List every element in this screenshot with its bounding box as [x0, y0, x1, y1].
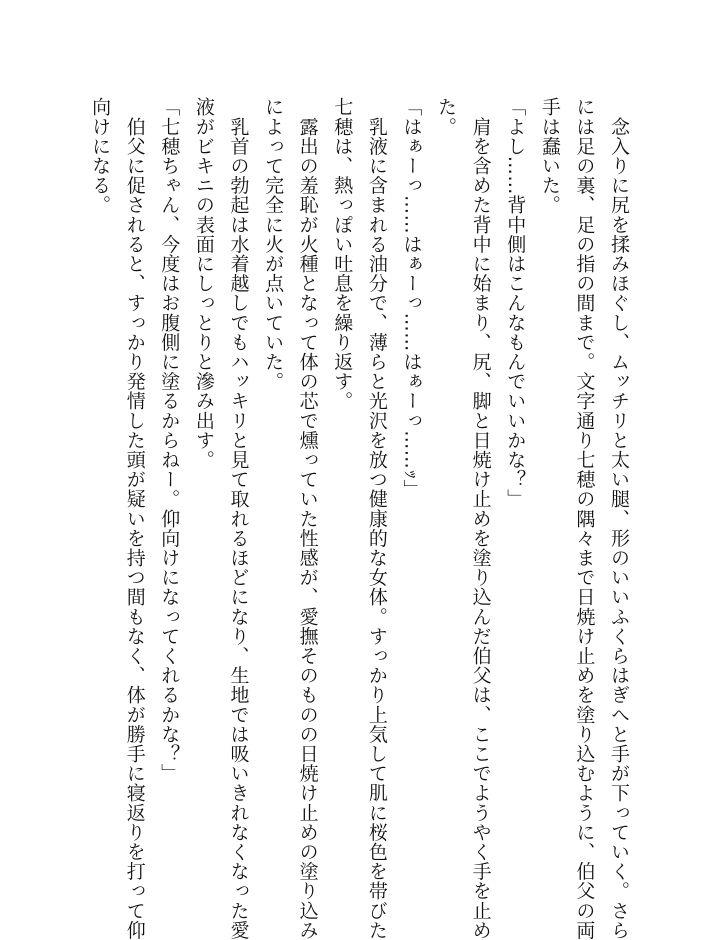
text-line: 念入りに尻を揉みほぐし、ムッチリと太い腿、形のいいふくらはぎへと手が下っていく。さら: [608, 97, 630, 940]
text-line: によって完全に火が点いていた。: [262, 97, 285, 391]
text-line: 乳首の勃起は水着越しでもハッキリと見て取れるほどになり、生地では吸いきれなくなった愛: [227, 97, 250, 940]
text-line: た。: [435, 97, 458, 137]
text-line: 手は蠢いた。: [538, 97, 561, 215]
text-line: 乳液に含まれる油分で、薄らと光沢を放つ健康的な女体。すっかり上気して肌に桜色を帯びた: [365, 97, 388, 940]
text-line: 「はぁーっ……はぁーっ……はぁーっ……ｯ」: [400, 97, 423, 500]
text-line: 伯父に促されると、すっかり発情した頭が疑いを持つ間もなく、体が勝手に寝返りを打って仰: [123, 97, 146, 940]
text-line: 「よし……背中側はこんなもんでいいかな？」: [504, 97, 527, 509]
text-line: 露出の羞恥が火種となって体の芯で燻っていた性感が、愛撫そのものの日焼け止めの塗り込み: [296, 97, 319, 940]
text-line: 七穂は、熱っぽい吐息を繰り返す。: [331, 97, 354, 411]
text-line: 「七穂ちゃん、今度はお腹側に塗るからねー。仰向けになってくれるかな？」: [158, 97, 181, 783]
text-line: 液がビキニの表面にしっとりと滲み出す。: [192, 97, 215, 470]
text-line: 肩を含めた背中に始まり、尻、脚と日焼け止めを塗り込んだ伯父は、ここでようやく手を止め: [469, 97, 492, 940]
vertical-text-body: [83, 97, 637, 940]
text-line: 向けになる。: [89, 97, 112, 215]
text-line: には足の裏、足の指の間まで。文字通り七穂の隅々まで日焼け止めを塗り込むように、伯父の両: [573, 97, 596, 940]
